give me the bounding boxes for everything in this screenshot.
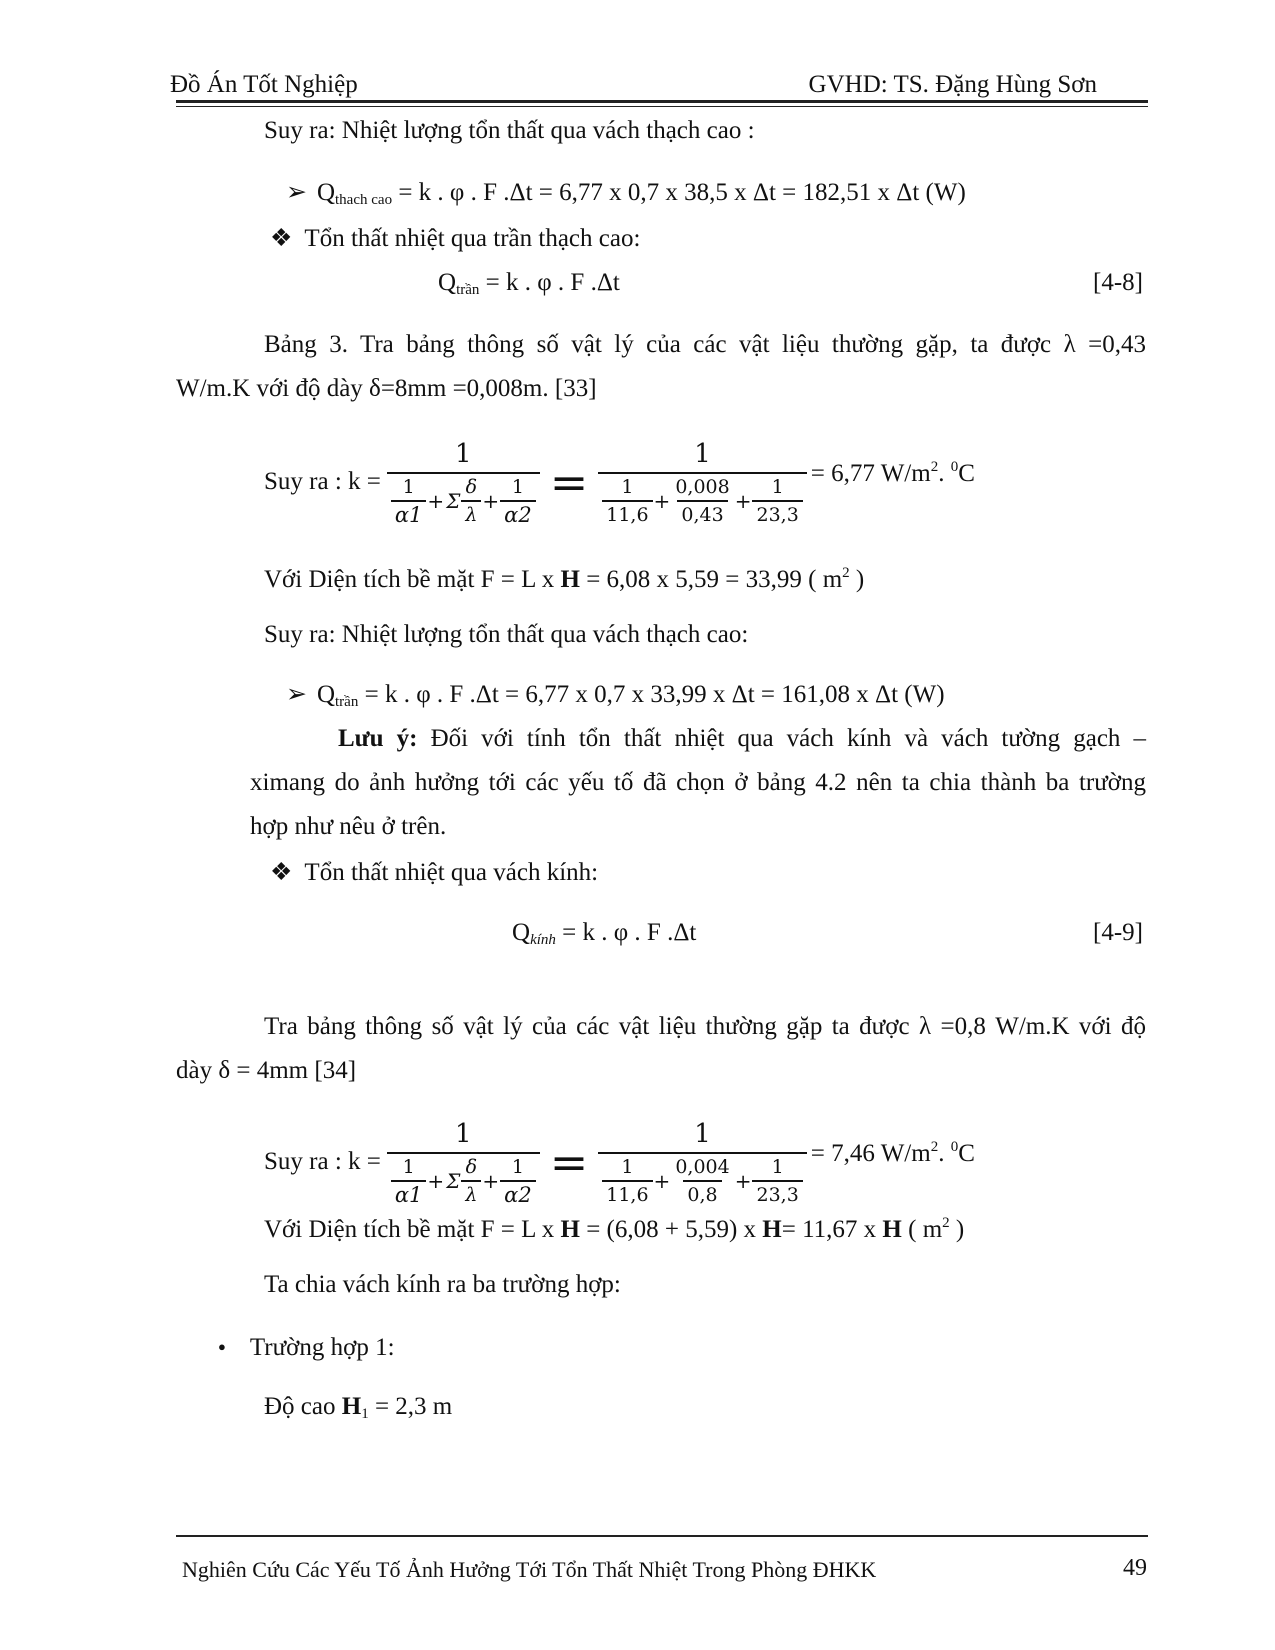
- coef-11-6: 11,6: [602, 500, 652, 526]
- k-result-dot: .: [938, 1139, 951, 1167]
- numerator: 1: [455, 1119, 472, 1149]
- numerator: 1: [402, 1156, 415, 1178]
- arrow-icon: ➢: [286, 179, 307, 206]
- area-text: = 11,67 x: [781, 1216, 883, 1243]
- paragraph-5: Ta chia vách kính ra ba trường hợp:: [264, 1271, 621, 1298]
- q-subscript: kính: [530, 932, 556, 948]
- paragraph-2-line-1: [264, 330, 1146, 360]
- formula-text: = k . φ . F .Δt: [555, 919, 697, 946]
- thickness: 0,004: [675, 1156, 730, 1178]
- plus: +: [653, 1169, 671, 1193]
- thickness: 0,008: [675, 476, 730, 498]
- superscript: 2: [942, 1215, 950, 1231]
- area-text: Với Diện tích bề mặt F = L x: [264, 566, 561, 593]
- alpha-1: α1: [391, 500, 427, 526]
- superscript: 0: [950, 1138, 959, 1155]
- plus: +: [427, 489, 445, 513]
- k-formula-2: [264, 1118, 975, 1206]
- numerator: 1: [455, 439, 472, 469]
- header-left: Đồ Án Tốt Nghiệp: [170, 71, 358, 98]
- sigma: Σ: [446, 489, 461, 513]
- q-subscript: trần: [335, 694, 359, 710]
- coef-11-6: 11,6: [602, 1180, 652, 1206]
- header-rule-thick: [176, 100, 1148, 103]
- denominator: [387, 1152, 540, 1206]
- alpha-1: α1: [391, 1180, 427, 1206]
- q-tran-formula: = k . φ . F .Δt = 6,77 x 0,7 x 33,99 x Δt = 161,08 x Δt (W): [358, 681, 945, 708]
- alpha-2: α2: [500, 500, 536, 526]
- plus: +: [734, 1169, 752, 1193]
- numerator: 1: [694, 439, 711, 469]
- plus: +: [653, 489, 671, 513]
- superscript: 0: [950, 458, 959, 475]
- k-result: [811, 1132, 975, 1169]
- q-subscript: thach cao: [335, 192, 393, 208]
- plus: +: [734, 489, 752, 513]
- k-fraction-values: [598, 1118, 807, 1206]
- q-thach-cao-line: [286, 178, 966, 215]
- arrow-icon: ➢: [286, 681, 307, 708]
- k-label: Suy ra : k =: [264, 468, 381, 495]
- q-thach-cao-formula: = k . φ . F .Δt = 6,77 x 0,7 x 38,5 x Δt = 182,51 x Δt (W): [392, 179, 966, 206]
- denominator: [598, 472, 807, 526]
- h-symbol: H: [560, 566, 580, 593]
- note-line-2: [250, 768, 1146, 798]
- q-subscript: trần: [456, 282, 480, 298]
- sigma: Σ: [446, 1169, 461, 1193]
- conductivity: 0,8: [683, 1180, 721, 1206]
- plus: +: [482, 489, 500, 513]
- area-line-2: [264, 1208, 964, 1245]
- area-text: ): [949, 1216, 965, 1243]
- denominator: [387, 472, 540, 526]
- paragraph-4-line-1: [264, 1012, 1146, 1042]
- k-label: Suy ra : k =: [264, 1148, 381, 1175]
- formula-ref-4-9: [4-9]: [1093, 919, 1143, 946]
- superscript: 2: [930, 1138, 939, 1155]
- paragraph-4-line-2: dày δ = 4mm [34]: [176, 1057, 357, 1084]
- formula-text: = k . φ . F .Δt: [479, 269, 620, 296]
- q-symbol: Q: [316, 681, 336, 708]
- area-text: ( m: [901, 1216, 943, 1243]
- k-fraction-general: [387, 1118, 540, 1206]
- conductivity: 0,43: [677, 500, 727, 526]
- k-fraction-values: [598, 438, 807, 526]
- plus: +: [482, 1169, 500, 1193]
- numerator: 1: [771, 1156, 784, 1178]
- footer-rule: [176, 1535, 1148, 1537]
- height-value: = 2,3 m: [368, 1393, 453, 1420]
- superscript: 2: [842, 565, 850, 581]
- area-line-1: [264, 558, 864, 595]
- height-label: Độ cao: [264, 1393, 342, 1420]
- note-line-1: [338, 724, 1146, 754]
- area-text: = 6,08 x 5,59 = 33,99 ( m: [579, 566, 843, 593]
- heading-text: Tổn thất nhiệt qua vách kính:: [304, 859, 599, 886]
- denominator: [598, 1152, 807, 1206]
- q-symbol: Q: [316, 179, 336, 206]
- header-rule-thin: [176, 106, 1148, 107]
- equals: =: [549, 455, 589, 509]
- numerator: 1: [771, 476, 784, 498]
- k-result-unit: C: [958, 459, 975, 487]
- superscript: 2: [930, 458, 939, 475]
- q-tran-line: [286, 680, 945, 717]
- paragraph-1: Suy ra: Nhiệt lượng tổn thất qua vách thạch cao :: [264, 117, 755, 144]
- formula-ref-4-8: [4-8]: [1093, 269, 1143, 296]
- paragraph-text: Tra bảng thông số vật lý của các vật liệu thường gặp ta được λ =0,8 W/m.K với độ: [264, 1013, 1146, 1040]
- note-text: Đối với tính tổn thất nhiệt qua vách kính và vách tường gạch –: [417, 725, 1146, 752]
- footer-title: Nghiên Cứu Các Yếu Tố Ảnh Hưởng Tới Tổn Thất Nhiệt Trong Phòng ĐHKK: [182, 1557, 877, 1582]
- delta: δ: [465, 1156, 478, 1178]
- numerator: 1: [511, 476, 524, 498]
- heading-tran-thach-cao: [270, 224, 640, 254]
- q-symbol: Q: [512, 919, 531, 946]
- h-subscript: 1: [361, 1406, 369, 1422]
- bullet-icon: ●: [218, 1339, 226, 1354]
- numerator: 1: [621, 1156, 634, 1178]
- paragraph-3: Suy ra: Nhiệt lượng tổn thất qua vách thạch cao:: [264, 621, 749, 648]
- note-text: ximang do ảnh hưởng tới các yếu tố đã chọn ở bảng 4.2 nên ta chia thành ba trường: [250, 769, 1146, 796]
- k-result-unit: C: [958, 1139, 975, 1167]
- case-1-label: Trường hợp 1:: [249, 1334, 395, 1361]
- header-right: GVHD: TS. Đặng Hùng Sơn: [808, 71, 1097, 98]
- area-text: Với Diện tích bề mặt F = L x: [264, 1216, 561, 1243]
- delta: δ: [465, 476, 478, 498]
- lambda: λ: [461, 1180, 481, 1206]
- note-label: Lưu ý:: [338, 725, 418, 752]
- area-text: = (6,08 + 5,59) x: [579, 1216, 763, 1243]
- diamond-icon: ❖: [270, 859, 293, 886]
- q-symbol: Q: [438, 269, 457, 296]
- equals: =: [549, 1135, 589, 1189]
- formula-4-8: [438, 268, 620, 305]
- diamond-icon: ❖: [270, 225, 293, 252]
- heading-vach-kinh: [270, 858, 598, 888]
- k-result-dot: .: [938, 459, 951, 487]
- case-1-item: [218, 1332, 395, 1363]
- plus: +: [427, 1169, 445, 1193]
- note-line-3: hợp như nêu ở trên.: [250, 813, 447, 840]
- lambda: λ: [461, 500, 481, 526]
- coef-23-3: 23,3: [752, 500, 802, 526]
- k-fraction-general: [387, 438, 540, 526]
- page-number: 49: [1123, 1555, 1147, 1581]
- k-result-text: = 6,77 W/m: [810, 459, 931, 487]
- formula-4-9: [512, 918, 696, 955]
- heading-text: Tổn thất nhiệt qua trần thạch cao:: [304, 225, 641, 252]
- paragraph-text: Bảng 3. Tra bảng thông số vật lý của các vật liệu thường gặp, ta được λ =0,43: [264, 331, 1146, 358]
- k-result-text: = 7,46 W/m: [810, 1139, 931, 1167]
- area-text: ): [849, 566, 865, 593]
- numerator: 1: [402, 476, 415, 498]
- k-result: [811, 452, 975, 489]
- h-symbol: H: [560, 1216, 580, 1243]
- coef-23-3: 23,3: [752, 1180, 802, 1206]
- h-symbol: H: [341, 1393, 362, 1420]
- numerator: 1: [621, 476, 634, 498]
- numerator: 1: [511, 1156, 524, 1178]
- height-line: [264, 1392, 452, 1429]
- numerator: 1: [694, 1119, 711, 1149]
- paragraph-2-line-2: W/m.K với độ dày δ=8mm =0,008m. [33]: [176, 375, 597, 402]
- h-symbol: H: [882, 1216, 902, 1243]
- h-symbol: H: [762, 1216, 782, 1243]
- alpha-2: α2: [500, 1180, 536, 1206]
- k-formula-1: [264, 438, 975, 526]
